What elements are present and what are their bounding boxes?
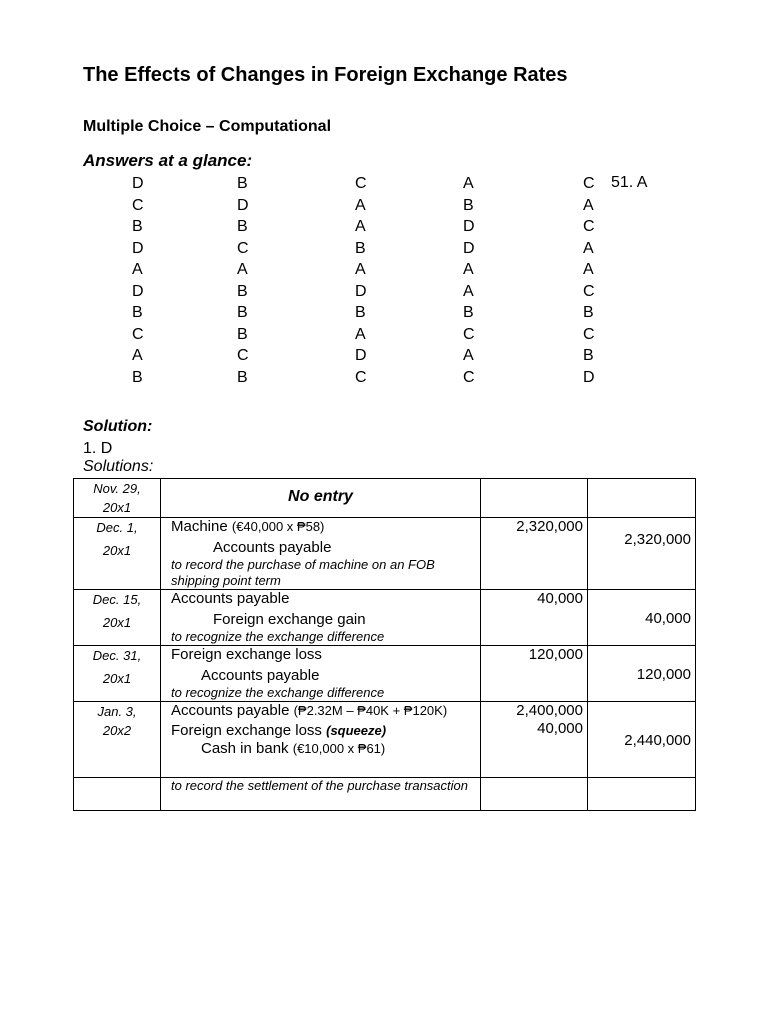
solution-item: 1. D <box>83 440 113 457</box>
debit-cell <box>481 479 588 518</box>
answer-letter: B <box>237 282 248 300</box>
journal-row <box>74 778 696 811</box>
journal-row <box>74 590 696 646</box>
solution-heading: Solution: <box>83 418 153 435</box>
debit-amount: 2,320,000 <box>516 518 583 535</box>
debit-account: Machine (€40,000 x ₱58) <box>171 518 325 535</box>
debit-cell <box>481 702 588 778</box>
entry-date <box>74 702 161 778</box>
answer-letter: A <box>132 261 143 278</box>
answer-letter: C <box>583 325 595 343</box>
credit-cell <box>588 646 696 702</box>
date-line: Nov. 29, <box>93 481 141 496</box>
answers-heading: Answers at a glance: <box>83 151 253 170</box>
date-year: 20x1 <box>102 615 132 630</box>
answer-letter: B <box>237 218 248 235</box>
answer-letter: B <box>237 368 248 386</box>
document-title: The Effects of Changes in Foreign Exchange Rates <box>83 64 568 86</box>
entry-date <box>74 518 161 590</box>
answer-letter: A <box>132 347 143 364</box>
credit-cell <box>588 702 696 778</box>
credit-amount: 40,000 <box>645 610 691 627</box>
entry-description <box>161 702 481 778</box>
date-line: Dec. 1, <box>96 520 138 535</box>
entry-date <box>74 778 161 811</box>
answer-letter: A <box>355 325 366 343</box>
answer-letter: D <box>583 368 595 386</box>
credit-cell <box>588 518 696 590</box>
answer-letter: A <box>237 261 248 278</box>
answer-letter: A <box>463 282 474 300</box>
answer-letter: C <box>132 325 144 343</box>
entry-description <box>161 778 481 811</box>
answer-letter: C <box>463 325 475 343</box>
answer-letter: A <box>583 239 594 257</box>
credit-amount: 120,000 <box>636 666 691 683</box>
answer-letter: B <box>583 347 594 364</box>
debit-amount: 120,000 <box>528 646 583 663</box>
debit-amount: 2,400,000 <box>516 702 583 719</box>
debit-account: Foreign exchange loss <box>171 646 322 663</box>
debit-amount: 40,000 <box>537 720 583 737</box>
answer-letter: B <box>237 304 248 321</box>
answer-letter: C <box>583 175 595 192</box>
entry-description <box>161 590 481 646</box>
answer-letter: D <box>463 218 475 235</box>
answer-letter: D <box>463 239 475 257</box>
answer-letter: A <box>355 261 366 278</box>
credit-cell <box>588 590 696 646</box>
answer-letter: A <box>355 196 366 214</box>
debit-cell <box>481 590 588 646</box>
answer-letter: B <box>237 325 248 343</box>
entry-date <box>74 479 161 518</box>
credit-cell <box>588 479 696 518</box>
credit-cell <box>588 778 696 811</box>
entry-note: to recognize the exchange difference <box>171 629 385 644</box>
date-year: 20x1 <box>102 671 132 686</box>
answer-letter: C <box>463 368 475 386</box>
answer-letter: A <box>355 218 366 235</box>
date-year: 20x1 <box>102 543 132 558</box>
credit-amount: 2,440,000 <box>624 732 691 749</box>
credit-account: Accounts payable <box>201 667 320 684</box>
credit-account: Foreign exchange gain <box>213 611 366 628</box>
answer-letter: B <box>237 175 248 192</box>
answer-letter: D <box>355 282 367 300</box>
answer-letter: C <box>355 368 367 386</box>
entry-description <box>161 646 481 702</box>
entry-description <box>161 518 481 590</box>
debit-cell <box>481 646 588 702</box>
answer-letter: C <box>132 196 144 214</box>
debit-cell <box>481 518 588 590</box>
date-line: Dec. 31, <box>92 648 142 663</box>
debit-amount: 40,000 <box>537 590 583 607</box>
answer-item: 51. A <box>611 174 648 191</box>
answer-letter: C <box>237 239 249 257</box>
date-year: 20x2 <box>102 723 132 738</box>
answer-letter: B <box>355 239 366 257</box>
solutions-label: Solutions: <box>83 458 154 475</box>
entry-description <box>161 479 481 518</box>
answer-letter: A <box>583 261 594 278</box>
credit-amount: 2,320,000 <box>624 531 691 548</box>
answer-letter: B <box>463 196 474 214</box>
journal-row <box>74 702 696 778</box>
answer-letter: C <box>583 218 595 235</box>
journal-row <box>74 479 696 518</box>
answer-letter: B <box>132 368 143 386</box>
answer-letter: D <box>237 196 249 214</box>
journal-row <box>74 518 696 590</box>
debit-cell <box>481 778 588 811</box>
answer-letter: D <box>355 347 367 364</box>
answer-letter: D <box>132 282 144 300</box>
answer-letter: C <box>583 282 595 300</box>
answer-letter: A <box>583 196 594 214</box>
answer-letter: A <box>463 347 474 364</box>
debit-account: Foreign exchange loss (squeeze) <box>171 722 387 739</box>
debit-account: Accounts payable <box>171 590 290 607</box>
answer-letter: A <box>463 175 474 192</box>
answer-letter: D <box>132 175 144 192</box>
no-entry-text: No entry <box>288 488 353 505</box>
date-year: 20x1 <box>102 500 132 515</box>
answer-letter: B <box>132 304 143 321</box>
date-line: Dec. 15, <box>92 592 142 607</box>
answer-letter: C <box>355 175 367 192</box>
answer-letter: B <box>355 304 366 321</box>
date-line: Jan. 3, <box>97 704 137 719</box>
answer-letter: C <box>237 347 249 364</box>
answer-letter: B <box>132 218 143 235</box>
answer-letter: B <box>463 304 474 321</box>
entry-date <box>74 590 161 646</box>
answer-letter: A <box>463 261 474 278</box>
journal-row <box>74 646 696 702</box>
credit-account: Accounts payable <box>213 539 332 556</box>
section-subtitle: Multiple Choice – Computational <box>83 118 332 135</box>
entry-note: to record the purchase of machine on an FOB shipping point term <box>171 557 435 588</box>
entry-note: to recognize the exchange difference <box>171 685 385 700</box>
answer-letter: D <box>132 239 144 257</box>
entry-date <box>74 646 161 702</box>
answer-letter: B <box>583 304 594 321</box>
debit-account: Accounts payable (₱2.32M – ₱40K + ₱120K) <box>171 702 448 719</box>
entry-note: to record the settlement of the purchase transaction <box>171 778 469 793</box>
credit-account: Cash in bank (€10,000 x ₱61) <box>201 740 386 757</box>
journal-entries-table <box>73 478 696 811</box>
